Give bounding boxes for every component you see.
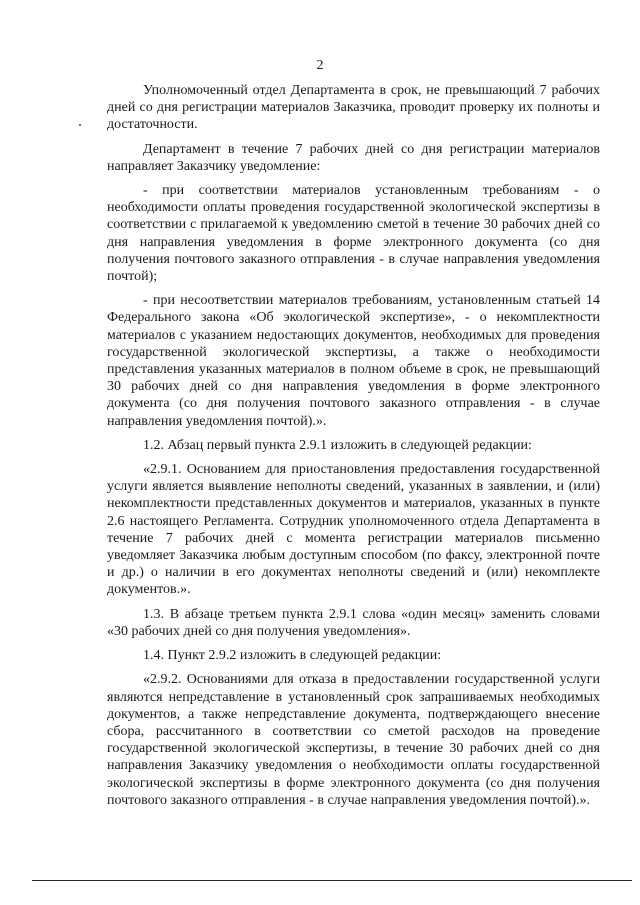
footer-rule <box>32 880 632 881</box>
paragraph-item-1-3: 1.3. В абзаце третьем пункта 2.9.1 слова «один месяц» заменить словами «30 рабочих дней со дня получения уведомления». <box>107 606 600 639</box>
paragraph-item-1-4: 1.4. Пункт 2.9.2 изложить в следующей редакции: <box>143 648 442 664</box>
paragraph-bullet-noncompliance: - при несоответствии материалов требованиям, установленным статьей 14 Федерального закона «Об экологической экспертизе», - о некомплектности материалов с указанием недостающих документов, необходимых для проведения государственной экологической экспертизы, а также о необходимости представления указанных материалов в полном объеме в срок, не превышающий 30 рабочих дней со дня направления уведомления в форме электронного документа (со дня получения почтового заказного отправления - в случае направления уведомления почтой).». <box>107 293 600 429</box>
paragraph-clause-2-9-1: «2.9.1. Основанием для приостановления предоставления государственной услуги является выявление неполноты сведений, указанных в заявлении, и (или) некомплектности представленных документов и материалов, указанных в пункте 2.6 настоящего Регламента. Сотрудник уполномоченного отдела Департамента в течение 7 рабочих дней с момента регистрации материалов письменно уведомляет Заказчика любым доступным способом (по факсу, электронной почте и др.) о наличии в его документах неполноты сведений и (или) некомплекте документов.». <box>107 462 600 598</box>
paragraph-bullet-compliance: - при соответствии материалов установленным требованиям - о необходимости оплаты проведения государственной экологической экспертизы в соответствии с прилагаемой к уведомлению сметой в течение 30 рабочих дней со дня направления уведомления в форме электронного документа (со дня получения почтового заказного отправления - в случае направления уведомления почтой); <box>107 183 600 285</box>
paragraph-notification-intro: Департамент в течение 7 рабочих дней со дня регистрации материалов направляет Заказчику уведомление: <box>107 141 600 174</box>
paragraph-item-1-2: 1.2. Абзац первый пункта 2.9.1 изложить в следующей редакции: <box>143 437 532 453</box>
paragraph-clause-2-9-2: «2.9.2. Основаниями для отказа в предоставлении государственной услуги являются непредставление в установленный срок запрашиваемых необходимых документов, а также непредставление документа, подтверждающего внесение сбора, рассчитанного в соответствии со сметой расходов на проведение государственной экологической экспертизы, в течение 30 рабочих дней со дня направления Заказчику уведомления о необходимости оплаты государственной экологической экспертизы в форме электронного документа (со дня получения почтового заказного отправления - в случае направления уведомления почтой).». <box>107 672 600 808</box>
page-number: 2 <box>316 58 324 73</box>
paragraph-verification: Уполномоченный отдел Департамента в срок, не превышающий 7 рабочих дней со дня регистрации материалов Заказчика, проводит проверку их полноты и достаточности. <box>107 83 600 133</box>
document-body <box>107 82 600 816</box>
margin-mark <box>79 124 81 126</box>
